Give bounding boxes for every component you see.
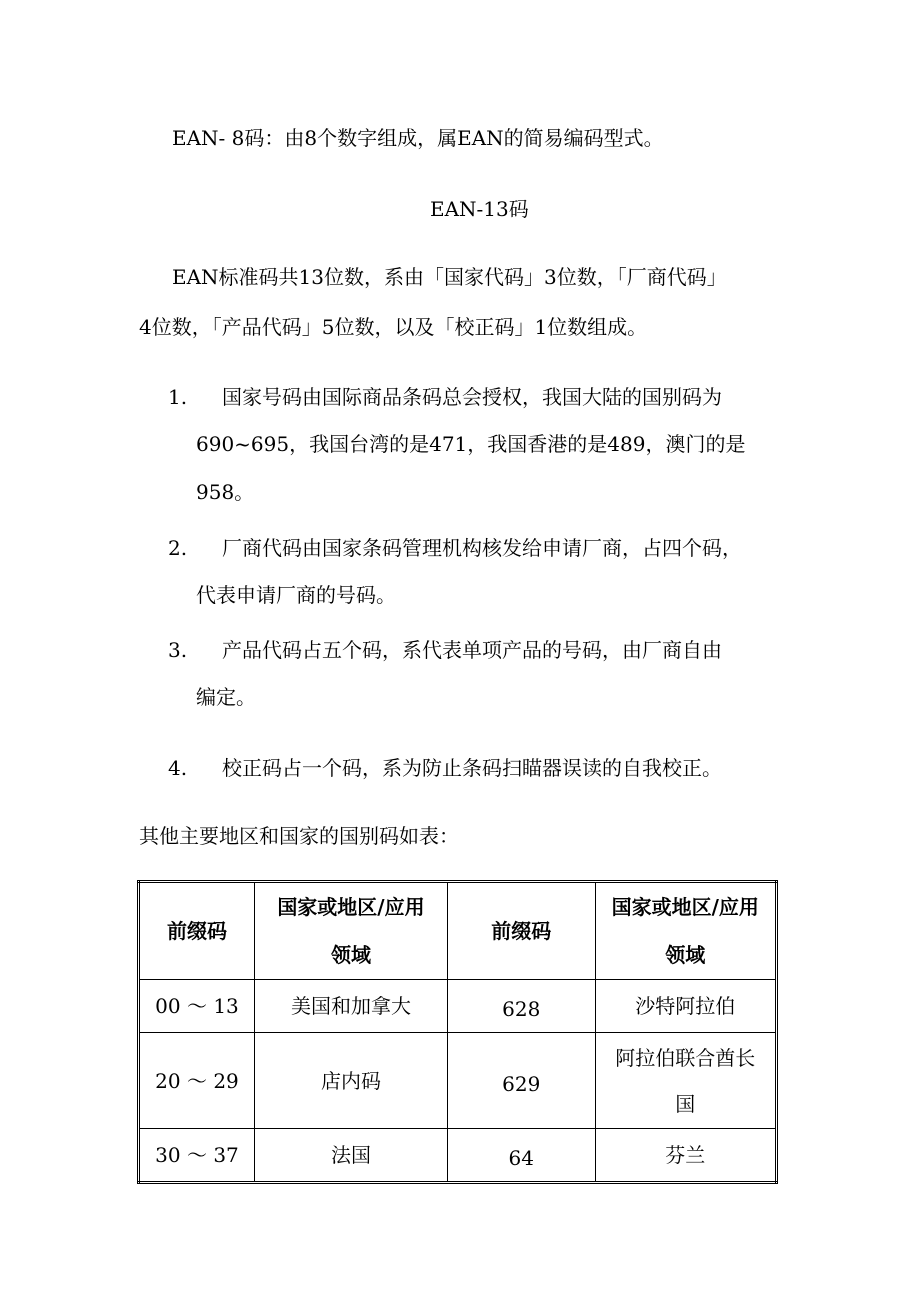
header-region (595, 882, 776, 980)
list-item-number: 3. (168, 638, 188, 662)
cell-region-line1: 芬兰 (665, 1143, 706, 1167)
cell-prefix: 628 (447, 980, 595, 1033)
header-region-line2: 领域 (330, 943, 371, 967)
header-region-line1: 国家或地区/应用 (611, 895, 759, 919)
list-item-3-line1: 产品代码占五个码，系代表单项产品的号码，由厂商自由 (222, 638, 722, 662)
cell-region: 店内码 (254, 1033, 447, 1129)
list-item-1-line2: 690~695，我国台湾的是471，我国香港的是489，澳门的是 (196, 432, 746, 456)
list-item-1-line1: 国家号码由国际商品条码总会授权，我国大陆的国别码为 (222, 385, 722, 409)
header-prefix (447, 882, 595, 980)
cell-prefix: 00 ～ 13 (139, 980, 255, 1033)
cell-region (595, 1033, 776, 1129)
header-prefix (139, 882, 255, 980)
country-code-table (137, 880, 778, 1184)
header-region-line2: 领域 (665, 943, 706, 967)
list-item-2-line1: 厂商代码由国家条码管理机构核发给申请厂商，占四个码， (222, 536, 742, 560)
list-item-number: 1. (168, 385, 188, 409)
cell-region-line1: 沙特阿拉伯 (635, 994, 736, 1018)
cell-region: 法国 (254, 1129, 447, 1183)
cell-region: 美国和加拿大 (254, 980, 447, 1033)
cell-prefix: 20 ～ 29 (139, 1033, 255, 1129)
table-intro: 其他主要地区和国家的国别码如表： (139, 824, 459, 848)
header-region-line1: 国家或地区/应用 (277, 895, 425, 919)
cell-prefix: 629 (447, 1033, 595, 1129)
list-item-4-line1: 校正码占一个码，系为防止条码扫瞄器误读的自我校正。 (222, 756, 722, 780)
cell-prefix: 30 ～ 37 (139, 1129, 255, 1183)
list-item-2-line2: 代表申请厂商的号码。 (196, 583, 396, 607)
header-prefix-label: 前缀码 (491, 919, 552, 943)
list-item-1-line3: 958。 (196, 480, 255, 504)
table-row (139, 1129, 777, 1183)
header-region (254, 882, 447, 980)
list-item-3-line2: 编定。 (196, 685, 256, 709)
header-prefix-label: 前缀码 (166, 919, 227, 943)
paragraph-ean13-line1: EAN标准码共13位数，系由「国家代码」3位数，「厂商代码」 (172, 265, 727, 289)
cell-region-line2: 国 (675, 1091, 696, 1116)
table-row (139, 1033, 777, 1129)
table-row (139, 980, 777, 1033)
list-item-number: 2. (168, 536, 188, 560)
table-header-row (139, 882, 777, 980)
list-item-number: 4. (168, 756, 188, 780)
cell-region-line1: 阿拉伯联合酋长 (615, 1045, 756, 1070)
paragraph-ean13-line2: 4位数，「产品代码」5位数，以及「校正码」1位数组成。 (139, 315, 648, 339)
paragraph-ean8: EAN- 8码：由8个数字组成，属EAN的简易编码型式。 (172, 126, 664, 150)
cell-prefix: 64 (447, 1129, 595, 1183)
cell-region (595, 1129, 776, 1183)
heading-ean13: EAN-13码 (430, 197, 529, 221)
cell-region (595, 980, 776, 1033)
